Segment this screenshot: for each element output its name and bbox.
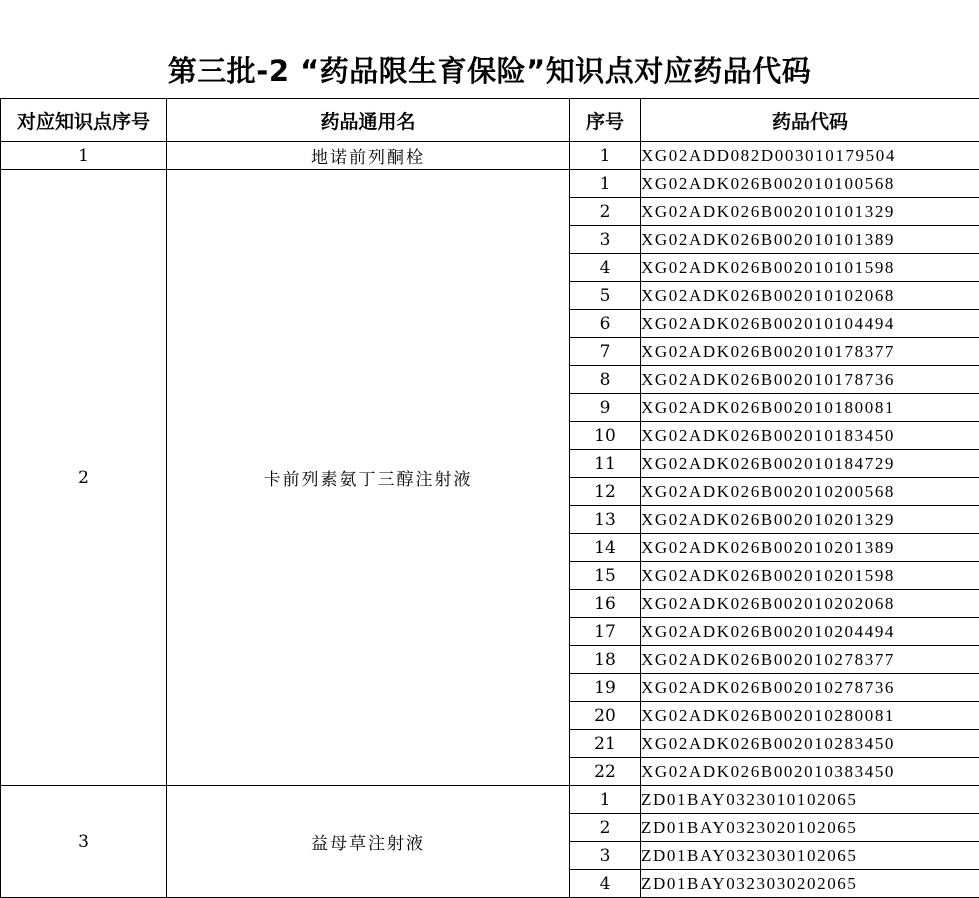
table-row xyxy=(1,786,979,814)
sequence-cell: 4 xyxy=(570,870,641,898)
sequence-cell: 19 xyxy=(570,674,641,702)
sequence-cell: 3 xyxy=(570,226,641,254)
drug-code-table xyxy=(0,98,979,898)
drug-code-cell: ZD01BAY0323020102065 xyxy=(641,814,979,842)
table-header-row xyxy=(1,99,979,142)
drug-code-cell: ZD01BAY0323030202065 xyxy=(641,870,979,898)
knowledge-point-index-cell: 3 xyxy=(1,786,167,898)
sequence-cell: 15 xyxy=(570,562,641,590)
drug-code-cell: ZD01BAY0323030102065 xyxy=(641,842,979,870)
drug-name-cell: 地诺前列酮栓 xyxy=(167,142,570,170)
table-body xyxy=(1,142,979,898)
drug-code-cell: ZD01BAY0323010102065 xyxy=(641,786,979,814)
knowledge-point-index-cell: 2 xyxy=(1,170,167,786)
header-drug-code: 药品代码 xyxy=(641,99,979,142)
drug-code-cell: XG02ADK026B002010180081 xyxy=(641,394,979,422)
drug-code-cell: XG02ADK026B002010200568 xyxy=(641,478,979,506)
sequence-cell: 7 xyxy=(570,338,641,366)
sequence-cell: 22 xyxy=(570,758,641,786)
header-sequence: 序号 xyxy=(570,99,641,142)
drug-code-cell: XG02ADK026B002010201389 xyxy=(641,534,979,562)
drug-code-cell: XG02ADK026B002010383450 xyxy=(641,758,979,786)
sequence-cell: 6 xyxy=(570,310,641,338)
sequence-cell: 2 xyxy=(570,814,641,842)
drug-name-cell: 卡前列素氨丁三醇注射液 xyxy=(167,170,570,786)
table-row xyxy=(1,170,979,198)
sequence-cell: 4 xyxy=(570,254,641,282)
sequence-cell: 16 xyxy=(570,590,641,618)
drug-code-cell: XG02ADK026B002010202068 xyxy=(641,590,979,618)
sequence-cell: 17 xyxy=(570,618,641,646)
drug-code-cell: XG02ADK026B002010278736 xyxy=(641,674,979,702)
sequence-cell: 12 xyxy=(570,478,641,506)
sequence-cell: 10 xyxy=(570,422,641,450)
drug-code-cell: XG02ADK026B002010280081 xyxy=(641,702,979,730)
sequence-cell: 1 xyxy=(570,170,641,198)
sequence-cell: 14 xyxy=(570,534,641,562)
drug-code-cell: XG02ADK026B002010204494 xyxy=(641,618,979,646)
table-row xyxy=(1,142,979,170)
sequence-cell: 18 xyxy=(570,646,641,674)
sequence-cell: 1 xyxy=(570,786,641,814)
drug-code-cell: XG02ADK026B002010201329 xyxy=(641,506,979,534)
drug-code-cell: XG02ADK026B002010184729 xyxy=(641,450,979,478)
drug-code-cell: XG02ADK026B002010101329 xyxy=(641,198,979,226)
sequence-cell: 3 xyxy=(570,842,641,870)
drug-code-cell: XG02ADK026B002010101598 xyxy=(641,254,979,282)
drug-code-cell: XG02ADK026B002010101389 xyxy=(641,226,979,254)
sequence-cell: 8 xyxy=(570,366,641,394)
header-knowledge-point-index: 对应知识点序号 xyxy=(1,99,167,142)
drug-code-cell: XG02ADK026B002010178377 xyxy=(641,338,979,366)
sequence-cell: 20 xyxy=(570,702,641,730)
drug-code-cell: XG02ADK026B002010100568 xyxy=(641,170,979,198)
page-title: 第三批-2 “药品限生育保险”知识点对应药品代码 xyxy=(0,49,979,93)
header-drug-generic-name: 药品通用名 xyxy=(167,99,570,142)
drug-code-cell: XG02ADK026B002010104494 xyxy=(641,310,979,338)
sequence-cell: 13 xyxy=(570,506,641,534)
drug-name-cell: 益母草注射液 xyxy=(167,786,570,898)
drug-code-cell: XG02ADK026B002010278377 xyxy=(641,646,979,674)
sequence-cell: 1 xyxy=(570,142,641,170)
drug-code-cell: XG02ADK026B002010283450 xyxy=(641,730,979,758)
knowledge-point-index-cell: 1 xyxy=(1,142,167,170)
sequence-cell: 21 xyxy=(570,730,641,758)
sequence-cell: 5 xyxy=(570,282,641,310)
drug-code-cell: XG02ADK026B002010102068 xyxy=(641,282,979,310)
drug-code-cell: XG02ADD082D003010179504 xyxy=(641,142,979,170)
drug-code-cell: XG02ADK026B002010201598 xyxy=(641,562,979,590)
drug-code-cell: XG02ADK026B002010178736 xyxy=(641,366,979,394)
sequence-cell: 9 xyxy=(570,394,641,422)
drug-code-cell: XG02ADK026B002010183450 xyxy=(641,422,979,450)
sequence-cell: 2 xyxy=(570,198,641,226)
sequence-cell: 11 xyxy=(570,450,641,478)
